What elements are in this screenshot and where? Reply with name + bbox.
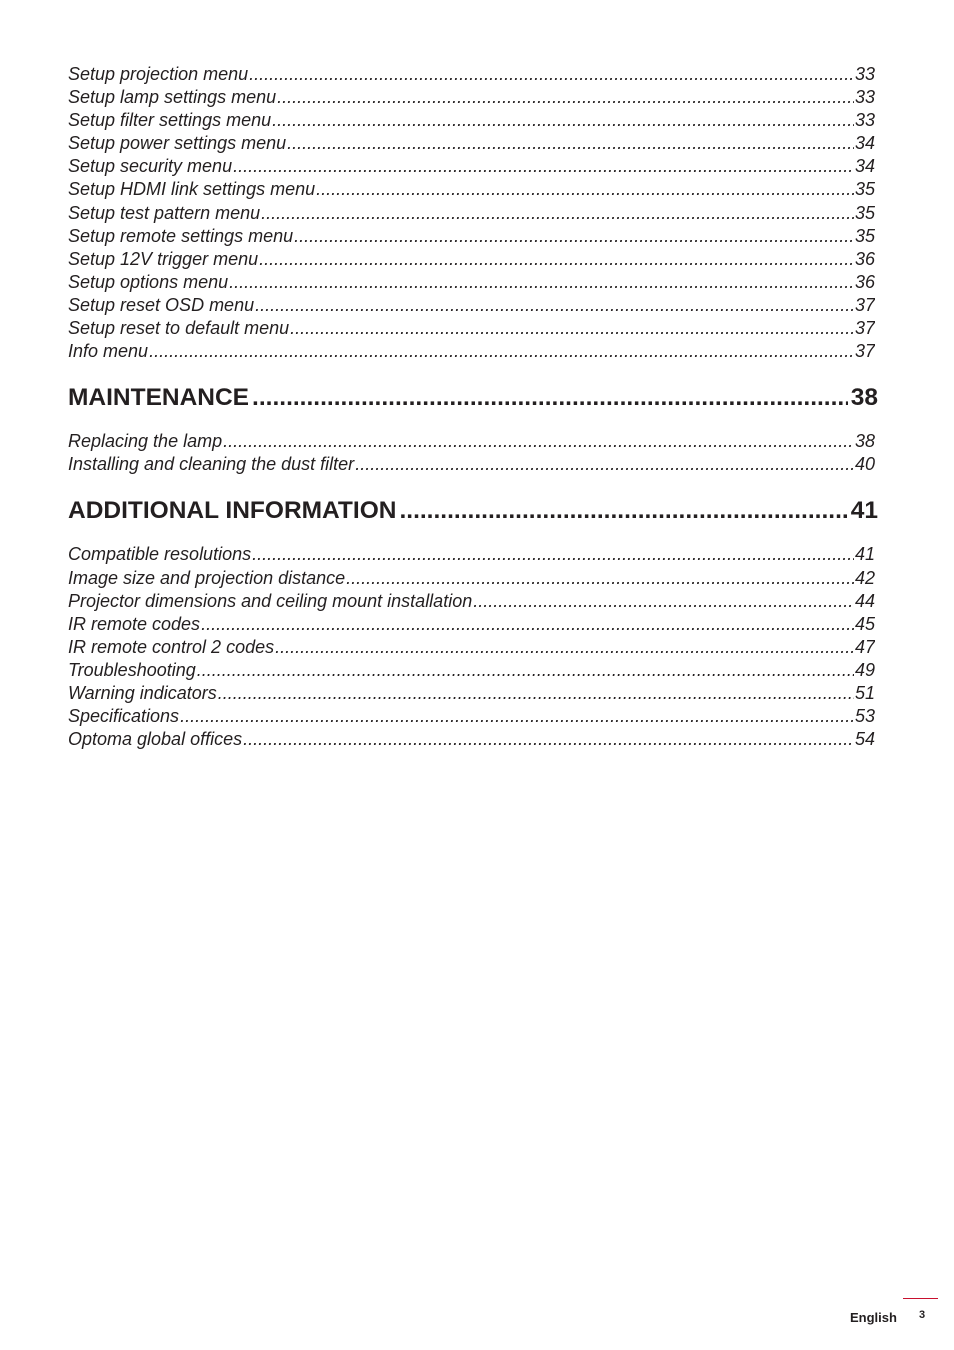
- dot-leader: [399, 497, 847, 525]
- dot-leader: [261, 203, 854, 224]
- toc-entry-title: Setup HDMI link settings menu: [68, 179, 316, 200]
- toc-entry[interactable]: [68, 544, 875, 567]
- toc-entry[interactable]: [68, 64, 875, 87]
- dot-leader: [149, 341, 854, 362]
- toc-entry[interactable]: [68, 87, 875, 110]
- toc-entry-page: 37: [854, 341, 875, 362]
- toc-entry-title: Warning indicators: [68, 682, 217, 703]
- dot-leader: [287, 133, 854, 154]
- toc-entry-title: Setup reset OSD menu: [68, 294, 255, 315]
- toc-entry[interactable]: [68, 272, 875, 295]
- toc-entry-title: Projector dimensions and ceiling mount installation: [68, 590, 473, 611]
- toc-entry[interactable]: [68, 110, 875, 133]
- toc-entry-page: 49: [854, 659, 875, 680]
- section-page: 38: [850, 384, 878, 412]
- toc-entry-title: Setup reset to default menu: [68, 318, 290, 339]
- dot-leader: [277, 87, 854, 108]
- toc-entry-title: Setup projection menu: [68, 64, 249, 84]
- dot-leader: [233, 156, 854, 177]
- toc-entry-page: 42: [854, 567, 875, 588]
- section-title: ADDITIONAL INFORMATION: [68, 497, 397, 525]
- section-title: MAINTENANCE: [68, 384, 250, 412]
- toc-entry-title: Info menu: [68, 341, 149, 362]
- toc-entry-page: 33: [854, 87, 875, 108]
- toc-entry-title: Optoma global offices: [68, 729, 243, 750]
- toc-entry-title: Setup test pattern menu: [68, 202, 261, 223]
- toc-entry-page: 36: [854, 248, 875, 269]
- dot-leader: [180, 706, 854, 727]
- toc-entry[interactable]: [68, 706, 875, 729]
- toc-entry-title: IR remote codes: [68, 613, 201, 634]
- dot-leader: [229, 272, 854, 293]
- toc-entry-title: Setup options menu: [68, 271, 229, 292]
- toc-entry[interactable]: [68, 156, 875, 179]
- toc-entry-page: 37: [854, 318, 875, 339]
- toc-entry-title: Setup power settings menu: [68, 133, 287, 154]
- toc-entry[interactable]: [68, 431, 875, 454]
- toc-entry[interactable]: [68, 568, 875, 591]
- toc-entry[interactable]: [68, 318, 875, 341]
- dot-leader: [355, 454, 854, 475]
- toc-entry-page: 35: [854, 179, 875, 200]
- toc-entry-page: 47: [854, 636, 875, 657]
- toc-entry-page: 34: [854, 156, 875, 177]
- dot-leader: [275, 637, 854, 658]
- toc-entry-title: Setup lamp settings menu: [68, 87, 277, 108]
- toc-entry-page: 41: [854, 544, 875, 565]
- toc-entry[interactable]: [68, 249, 875, 272]
- toc-entry[interactable]: [68, 660, 875, 683]
- toc-entry[interactable]: [68, 203, 875, 226]
- toc-entry-page: 35: [854, 225, 875, 246]
- toc-entry-title: IR remote control 2 codes: [68, 636, 275, 657]
- toc-entry[interactable]: [68, 226, 875, 249]
- toc-entry-title: Setup filter settings menu: [68, 110, 272, 131]
- maintenance-entries: [68, 431, 875, 477]
- toc-entry-page: 38: [854, 431, 875, 452]
- dot-leader: [272, 110, 854, 131]
- toc-entry-title: Replacing the lamp: [68, 431, 223, 452]
- toc-entry-title: Specifications: [68, 706, 180, 727]
- toc-entry-title: Installing and cleaning the dust filter: [68, 454, 355, 475]
- toc-entry[interactable]: [68, 341, 875, 364]
- section-page: 41: [850, 497, 878, 525]
- toc-entry[interactable]: [68, 295, 875, 318]
- toc-entry-page: 54: [854, 729, 875, 750]
- toc-entry-page: 35: [854, 202, 875, 223]
- toc-entry[interactable]: [68, 591, 875, 614]
- dot-leader: [294, 226, 854, 247]
- toc-entry-page: 37: [854, 294, 875, 315]
- additional-entries: [68, 544, 875, 752]
- toc-entry-page: 51: [854, 682, 875, 703]
- dot-leader: [252, 384, 848, 412]
- dot-leader: [218, 683, 854, 704]
- toc-entry-page: 45: [854, 613, 875, 634]
- dot-leader: [255, 295, 854, 316]
- toc-entry-title: Troubleshooting: [68, 659, 196, 680]
- section-heading-maintenance[interactable]: [68, 384, 878, 412]
- toc-entry-page: 40: [854, 454, 875, 475]
- dot-leader: [346, 568, 854, 589]
- toc-entry-title: Image size and projection distance: [68, 567, 346, 588]
- dot-leader: [252, 544, 854, 565]
- section-heading-additional-information[interactable]: [68, 497, 878, 525]
- toc-entry-title: Setup security menu: [68, 156, 233, 177]
- footer-language: English: [850, 1310, 897, 1325]
- toc-entry[interactable]: [68, 614, 875, 637]
- toc-entry[interactable]: [68, 637, 875, 660]
- dot-leader: [290, 318, 854, 339]
- toc-entry-title: Compatible resolutions: [68, 544, 252, 565]
- toc-entry[interactable]: [68, 729, 875, 752]
- footer-page-number: 3: [919, 1309, 926, 1321]
- toc-entry-page: 44: [854, 590, 875, 611]
- toc-entry[interactable]: [68, 179, 875, 202]
- toc-entry-page: 53: [854, 706, 875, 727]
- toc-entry-page: 36: [854, 271, 875, 292]
- toc-entry-page: 34: [854, 133, 875, 154]
- dot-leader: [259, 249, 854, 270]
- toc-entry[interactable]: [68, 133, 875, 156]
- dot-leader: [473, 591, 854, 612]
- table-of-contents: [68, 64, 878, 752]
- setup-entries: [68, 64, 875, 364]
- toc-entry-page: 33: [854, 64, 875, 84]
- dot-leader: [316, 179, 854, 200]
- dot-leader: [243, 729, 854, 750]
- dot-leader: [197, 660, 854, 681]
- dot-leader: [201, 614, 854, 635]
- footer-accent-line: [903, 1298, 938, 1299]
- dot-leader: [249, 64, 854, 85]
- toc-entry[interactable]: [68, 454, 875, 477]
- toc-entry[interactable]: [68, 683, 875, 706]
- toc-entry-page: 33: [854, 110, 875, 131]
- toc-entry-title: Setup 12V trigger menu: [68, 248, 259, 269]
- toc-entry-title: Setup remote settings menu: [68, 225, 294, 246]
- dot-leader: [223, 431, 854, 452]
